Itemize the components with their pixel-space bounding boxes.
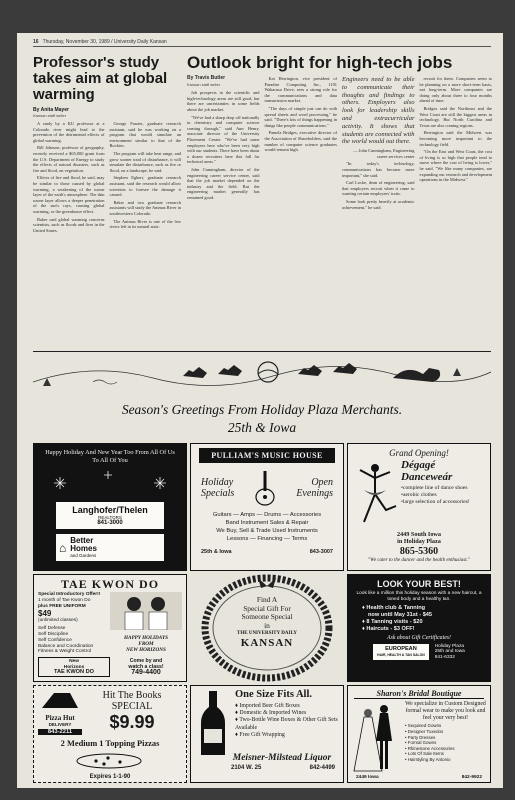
offer-subtitle: SPECIAL: [111, 701, 153, 712]
article-column-1: [33, 121, 105, 235]
boutique-items: • Sequined Gowns • Designer Tuxedos • Party Dresses • Formal Gowns • Rhinestone Accessories • Lots Of Sale Items • Hairstyling By Antonio: [405, 723, 455, 762]
brand-word: and Gardens: [70, 553, 97, 559]
gift-certificates: Ask about Gift Certificates!: [387, 634, 451, 641]
article-byline: By Anita Mayer: [33, 107, 69, 113]
ballerina-icon: [352, 460, 398, 530]
offer-line: 1 month of Tae Kwon Do: [38, 597, 91, 603]
service-line: Band Instrument Sales & Repair: [225, 520, 309, 526]
specials-label: Specials: [201, 488, 235, 499]
benefit-item: Balance and Coordination: [38, 643, 94, 649]
school-title: TAE KWON DO: [60, 577, 160, 591]
gift-item: Free Gift Wrapping: [239, 731, 285, 738]
open-label: Open: [311, 477, 333, 488]
degage-dancewear-ad: [347, 443, 491, 571]
tkd-offer: [38, 592, 110, 655]
article-column-2: [110, 121, 182, 235]
article-byline-role: Kansan staff writer: [33, 113, 67, 118]
store-phone: 843-3007: [309, 549, 333, 555]
paragraph: Effects of fire and flood, he said, may be similar to those caused by global warming, a weakening of the ozone layer of the earth's atmosphere. The thin ozone layer allows a deeper penetration of the sun's rays, causing global warming, or the greenhouse effect.: [33, 175, 105, 214]
boutique-item: Party Dresses: [407, 734, 436, 740]
pizza-hut-ad: [33, 685, 187, 783]
realtor-phone: 841-3000: [97, 520, 123, 527]
article-column-2: [265, 76, 338, 212]
offer-title: Hit The Books: [102, 690, 162, 701]
paragraph: Carl Locke, dean of engineering, said that employers recruit when it came to wanting certain employees' traits.: [342, 180, 415, 197]
evenings-label: Evenings: [296, 488, 333, 499]
realtor-logo-box: [56, 502, 164, 529]
paragraph: Bridges said the Northeast and the West Coast are still the biggest areas in technology. But North Carolina and Texas are also coming regions.: [419, 105, 492, 128]
contact-row: [191, 543, 343, 555]
offer-detail: 2 Medium 1 Topping Pizzas: [60, 739, 160, 748]
salon-offers: [348, 605, 490, 633]
tkd-body: [34, 592, 186, 655]
high-tech-jobs-article: [187, 53, 492, 345]
degage-tagline: "We cater to the dancer and the health enthusiast.": [368, 557, 470, 563]
paragraph: "In today's technology, communications has become more important," she said.: [342, 161, 415, 178]
paragraph: recruit for them. Companies seem to be planning on a more short-term basis, not long-term. More companies are doing only about three to four months ahead of time.: [419, 76, 492, 104]
address-line: 25th and Iowa: [434, 649, 465, 655]
european-logo: [373, 644, 429, 660]
address-line: 2449 South Iowa: [396, 531, 441, 538]
visit-line: watch a class!: [128, 664, 164, 671]
bridal-contact: [348, 775, 490, 780]
open-evenings: [296, 477, 333, 499]
offer-line: ♦ Haircuts - $3 OFF!: [362, 625, 415, 632]
article-column-4: [420, 76, 493, 212]
greetings-line-2: 25th & Iowa: [227, 420, 297, 435]
store-name-line1: Dégagé: [401, 459, 436, 471]
store-phone: 842-4499: [309, 765, 335, 771]
logo-text: Pizza Hut: [45, 714, 75, 722]
pulliams-music-ad: [190, 443, 344, 571]
logo-line: HAIR, HEALTH & TAN SALON: [377, 653, 425, 658]
salon-address: [435, 644, 465, 661]
page-number: 16: [33, 38, 39, 45]
brand-word: Homes: [70, 544, 97, 554]
snowflakes-decoration: [34, 469, 186, 497]
benefit-item: Fitness & Weight Control: [38, 649, 91, 655]
paragraph: John Cunningham, director of the engineering career service center, said that the job market depended on the industry and the field. But the engineering market generally has remained good.: [187, 166, 260, 200]
degage-body: [348, 458, 490, 530]
paragraph: Baker and two graduate research assistants will study the Animas River in southwestern Colorado.: [109, 199, 181, 216]
service-line: We Buy, Sell & Trade Used Instruments: [216, 528, 318, 534]
store-name-line2: Danceweár: [401, 471, 453, 483]
salon-sub: Look like a million this holiday season with a new haircut, a toned body and a healthy tan.: [356, 591, 482, 602]
boutique-item: Formal Gowns: [407, 740, 437, 746]
european-salon-ad: [347, 574, 491, 682]
service-line: Lessons — Financing — Terms: [226, 536, 308, 542]
langhofer-thelen-ad: [33, 443, 187, 571]
dateline: Thursday, November 30, 1989 / University Daily Kansan: [42, 38, 167, 45]
realtor-label: REALTORS: [98, 515, 122, 521]
paragraph: "On the East and West Coast, the cost of living is so high that people tend to move where the cost of living is lower," he said. "We like many companies, are expanding our research and development operations in the Midwest.": [419, 149, 492, 183]
paragraph: Bill Johnson, professor of geography, recently received a $65,000 grant from the U.S. Department of Energy to study the effects of natural disasters, such as fire and flood, on vegetation.: [33, 145, 105, 173]
delivery-label: DELIVERY: [48, 722, 72, 727]
paragraph: The Animas River is one of the few rivers left in its natural state.: [109, 218, 181, 230]
degage-phone: 865-5360: [399, 545, 439, 557]
holiday-line: FROM: [138, 641, 154, 647]
store-name-line1: Meisner-Milstead: [232, 753, 302, 763]
meisner-milstead-liquor-ad: [190, 685, 344, 783]
gift-item: Domestic & Imported Wines: [239, 710, 307, 717]
boutique-item: Hairstyling By Antonio: [407, 756, 451, 762]
offer-expiry: Expires 1-1-90: [89, 774, 131, 780]
address-line: in Holiday Plaza: [397, 538, 441, 546]
address-line: Holiday Plaza: [434, 643, 465, 649]
gift-item: Imported Beer Gift Boxes: [239, 703, 300, 709]
feature-item: •large selection of accessories!: [401, 499, 470, 505]
santa-sleigh-banner: [33, 351, 491, 397]
boutique-address: 2449 Iowa: [356, 775, 379, 780]
paragraph: Baker said global warming concerns scientists, such as floods and fires in the United States.: [33, 216, 105, 233]
benefit-item: Self Discipline: [38, 631, 69, 637]
boutique-name: Sharon's Bridal Boutique: [354, 686, 484, 699]
feature-list: [401, 485, 486, 506]
offer-line: ♦ Health club & Tanning: [362, 604, 426, 611]
paragraph: George Frazier, graduate research assistant, said he was working on a program that would simulate an environment similar to that of the Rockies.: [109, 121, 181, 149]
pull-quote-attribution: — John Cunningham, Engineering career services center: [353, 148, 415, 159]
offer-note: (unlimited classes): [38, 618, 78, 624]
store-address: 25th & Iowa: [201, 549, 232, 555]
article-byline-role: Kansan staff writer: [187, 81, 221, 87]
gift-list: ♦ Imported Beer Gift Boxes ♦ Domestic & Imported Wines ♦ Two-Bottle Wine Boxes & Other Gift Sets Available ♦ Free Gift Wrapping: [235, 703, 338, 738]
offer-title: Special Introductory Offer!!: [38, 592, 101, 597]
logo-line: TAE KWON DO: [54, 668, 94, 675]
benefit-item: Self Confidence: [38, 637, 72, 643]
greetings-line-1: Season's Greetings From Holiday Plaza Merchants.: [121, 402, 403, 417]
holiday-line: HAPPY HOLIDAYS: [123, 635, 169, 641]
offer-price: $9.99: [109, 712, 155, 732]
pizza-offer: [82, 690, 182, 735]
kansan-gift-ad: [190, 574, 344, 682]
sharons-bridal-ad: [347, 685, 491, 783]
offer-line: plus FREE UNIFORM: [38, 603, 86, 609]
visit-info: [110, 658, 182, 677]
article-headline: Outlook bright for high-tech jobs: [187, 53, 453, 72]
specials-row: [191, 463, 343, 507]
bridal-text: [402, 701, 486, 773]
service-line: Guitars — Amps — Drums — Accessories: [212, 512, 322, 518]
paragraph: "We've had a sharp drop off nationally in chemistry and computer science coming through," said Ann Henry, associate director of the University Placement Center. "We've had some employers here who've been very high with our students. There have been about a dozen recruiters here this fall for technical areas.": [187, 114, 260, 165]
newspaper-logo: KANSAN: [240, 636, 294, 649]
article-byline: By Travis Butler: [187, 75, 226, 81]
benefit-item: Self Defense: [38, 626, 66, 632]
services-list: [191, 507, 343, 543]
better-homes-logo: [56, 534, 164, 561]
tkd-footer: [34, 655, 186, 677]
brand-word: Better: [70, 536, 94, 546]
pizza-icon: [34, 749, 184, 769]
paragraph: Pamela Bridges, executive director of the Association of Shareholders, said the number of computer science graduates would remain high.: [264, 130, 337, 153]
sleigh-illustration: [33, 352, 491, 398]
realtor-name: Langhofer/Thelen: [72, 505, 148, 516]
degage-text: [398, 460, 486, 530]
grand-opening: Grand Opening!: [389, 448, 449, 458]
offer-line: ♦ 8 Tanning visits - $20: [362, 618, 423, 625]
liquor-text: [231, 689, 339, 757]
store-name-line2: Liquor: [304, 753, 332, 763]
store-address: 2104 W. 25: [231, 765, 262, 771]
bride-and-groom-icon: [352, 701, 402, 773]
salon-phone: 841-6332: [434, 655, 455, 661]
benefit-list: [38, 626, 110, 655]
holiday-specials: [201, 477, 234, 499]
boutique-item: Rhinestone Accessories: [407, 745, 455, 751]
store-name: PULLIAM'S MUSIC HOUSE: [199, 448, 335, 463]
boutique-phone: 842-9922: [461, 775, 482, 780]
logo-line: Horizons: [63, 664, 85, 670]
guitar-icon: [245, 469, 285, 507]
boutique-item: Lots Of Sale Items: [407, 751, 444, 757]
delivery-phone: 843-2211: [38, 729, 82, 735]
boutique-item: Sequined Gowns: [407, 723, 442, 729]
paragraph: "The days of simple just can do with spread sheets and word processing," he said. "There's lots of things happening in things like people communications.": [264, 105, 337, 128]
newspaper-page: [17, 33, 503, 788]
gift-item: Two-Bottle Wine Boxes & Other Gift Sets Available: [235, 717, 338, 731]
holiday-line: NEW HORIZONS: [126, 647, 166, 653]
message-line: Special Gift For: [243, 603, 291, 613]
liquor-body: [191, 686, 343, 757]
ad-greeting: Happy Holiday And New Year Too From All Of Us To All Of You: [45, 449, 175, 464]
visit-line: Come by and: [129, 657, 163, 664]
boutique-description: We specialize in Custom Designed formal wear to make you look and feel your very best!: [405, 701, 486, 721]
new-horizons-logo: [38, 657, 110, 677]
holiday-message: [110, 635, 182, 653]
house-icon: ⌂: [59, 540, 67, 555]
bridal-body: [348, 699, 490, 775]
article-column-1: [187, 76, 260, 212]
logo-line: New: [69, 659, 79, 665]
offer-price: $49: [38, 609, 52, 619]
liquor-contact: [191, 763, 343, 771]
message-line: in: [264, 620, 270, 630]
message-line: Find A: [256, 595, 278, 604]
pizza-hut-roof-icon: [40, 690, 80, 710]
paragraph: Some look pretty heavily at academic achievement," he said.: [342, 198, 415, 210]
tkd-photo-column: [110, 592, 182, 655]
pizza-body: [34, 686, 186, 739]
holiday-label: Holiday: [201, 477, 234, 488]
pull-quote: Engineers need to be able to communicate their thoughts and findings to others. Employers also look for leadership skills and extracurricular activity. It shows that students are connected with the world would out there.: [342, 76, 415, 146]
article-headline: Professor's study takes aim at global warming: [33, 54, 168, 103]
paragraph: Job prospects in the scientific and high-technology areas are still good, but there are uncertainties in some fields about the job market.: [187, 90, 260, 112]
school-phone: 749-4400: [131, 669, 161, 677]
feature-item: •complete line of dance shoes: [401, 485, 468, 491]
tae-kwon-do-ad: [33, 574, 187, 682]
page-folio: [33, 37, 491, 47]
degage-address: [348, 531, 490, 546]
paragraph: Herrington said the Midwest was becoming more important to the technology field.: [419, 130, 492, 147]
logo-line: EUROPEAN: [385, 646, 417, 653]
wine-bottle-icon: [195, 689, 231, 757]
ad-headline: One Size Fits All.: [235, 689, 312, 700]
kansan-message: [220, 596, 314, 648]
paragraph: A study by a KU professor at a Colorado river might lead to the prevention of the detrimental effects of global warming.: [33, 121, 105, 143]
pizza-hut-logo: [38, 690, 82, 735]
instructors-photo: [110, 592, 182, 630]
paragraph: Stephen Egbert, graduate research assistant, said the research would allow scientists to foresee the damage it caused.: [109, 175, 181, 198]
offer-line: now until May 31st - $45: [368, 611, 433, 618]
article-column-3: [342, 76, 415, 212]
feature-item: •aerobic clothes: [401, 492, 437, 498]
paragraph: Kai Herrington, vice president of Paradise Computing Inc., 1101 Wakarusa Drive, sees a strong role for the communications and data transmission market.: [264, 76, 337, 104]
global-warming-article: [33, 53, 181, 345]
paragraph: The program will take heat range, and grow sooner total of disturbance, it will simulate the disturbance, such as fire or flood, on a landscape, he said.: [109, 150, 181, 173]
boutique-item: Designer Tuxedos: [407, 728, 444, 734]
salon-footer: [348, 644, 490, 661]
message-line: Someone Special: [241, 612, 293, 622]
message-line: THE UNIVERSITY DAILY: [237, 631, 297, 637]
salon-headline: LOOK YOUR BEST!: [377, 579, 461, 589]
